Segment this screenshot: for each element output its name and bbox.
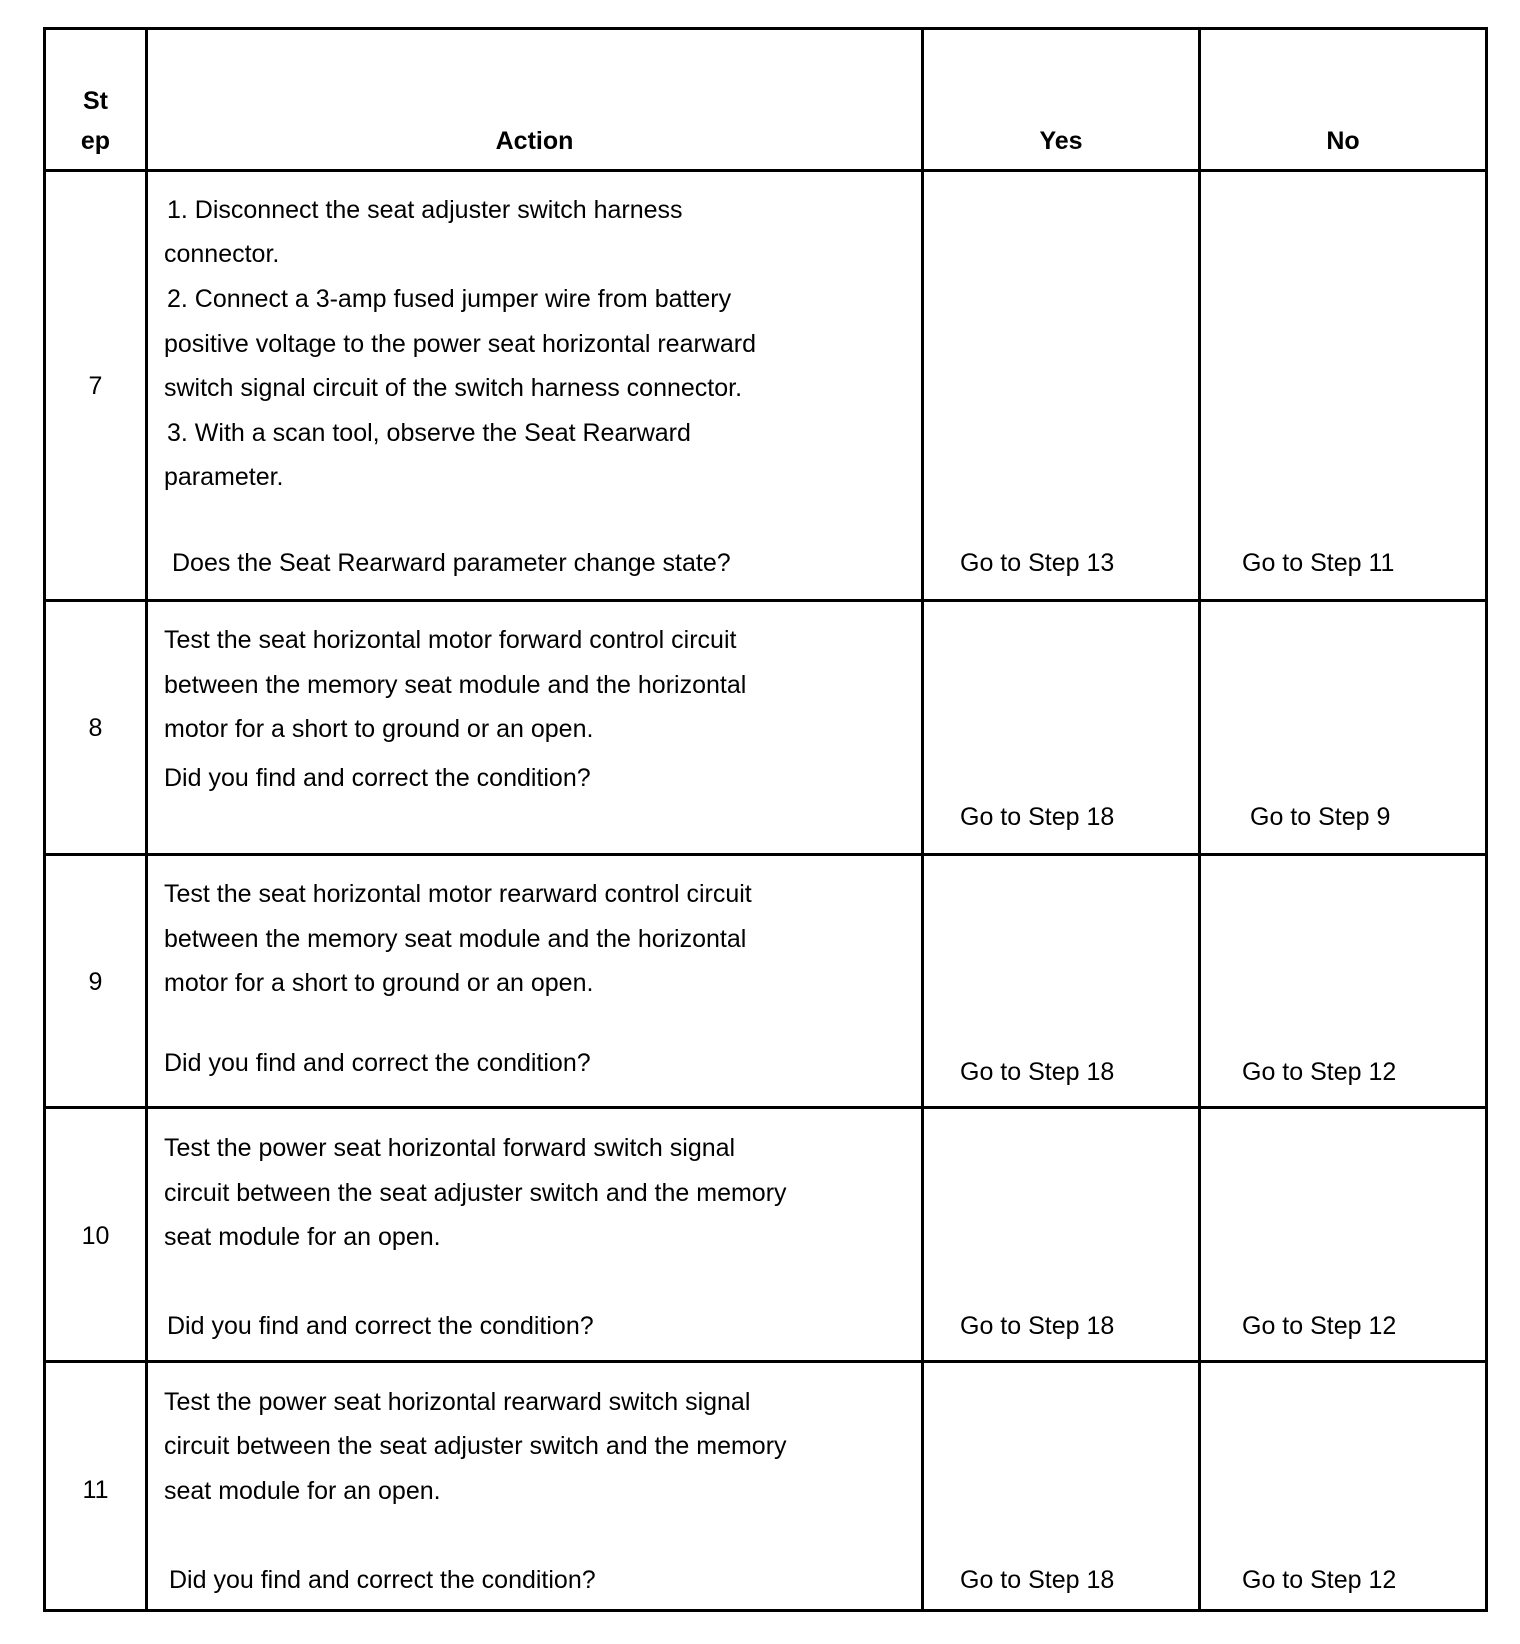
header-step-line1: St [83, 87, 108, 115]
action-line: Test the seat horizontal motor forward control circuit [164, 626, 737, 654]
action-question: Did you find and correct the condition? [164, 764, 591, 792]
column-divider [145, 27, 148, 1612]
no-result: Go to Step 12 [1242, 1058, 1397, 1086]
header-step-line2: ep [80, 127, 111, 155]
header-yes: Yes [1039, 127, 1083, 155]
step-number: 8 [88, 714, 103, 742]
action-line: parameter. [164, 463, 284, 491]
header-no: No [1326, 127, 1360, 155]
action-line: Test the power seat horizontal rearward switch signal [164, 1388, 751, 1416]
row-divider [43, 169, 1488, 172]
column-divider [921, 27, 924, 1612]
action-line: switch signal circuit of the switch harness connector. [164, 374, 743, 402]
action-line: seat module for an open. [164, 1223, 441, 1251]
action-line: Test the power seat horizontal forward switch signal [164, 1134, 736, 1162]
action-question: Does the Seat Rearward parameter change state? [172, 549, 731, 577]
action-line: 2. Connect a 3-amp fused jumper wire from battery [167, 285, 732, 313]
action-line: 1. Disconnect the seat adjuster switch harness [167, 196, 683, 224]
action-line: positive voltage to the power seat horizontal rearward [164, 330, 756, 358]
no-result: Go to Step 12 [1242, 1312, 1397, 1340]
action-question: Did you find and correct the condition? [164, 1049, 591, 1077]
yes-result: Go to Step 18 [960, 1566, 1115, 1594]
yes-result: Go to Step 18 [960, 1058, 1115, 1086]
action-line: 3. With a scan tool, observe the Seat Rearward [167, 419, 691, 447]
action-line: circuit between the seat adjuster switch and the memory [164, 1432, 787, 1460]
action-line: Test the seat horizontal motor rearward control circuit [164, 880, 752, 908]
step-number: 11 [82, 1476, 109, 1504]
action-line: motor for a short to ground or an open. [164, 969, 594, 997]
row-divider [43, 1360, 1488, 1363]
no-result: Go to Step 9 [1250, 803, 1391, 831]
yes-result: Go to Step 18 [960, 803, 1115, 831]
column-divider [1198, 27, 1201, 1612]
step-number: 9 [88, 968, 103, 996]
action-line: connector. [164, 240, 280, 268]
row-divider [43, 599, 1488, 602]
yes-result: Go to Step 18 [960, 1312, 1115, 1340]
action-question: Did you find and correct the condition? [169, 1566, 596, 1594]
action-line: circuit between the seat adjuster switch and the memory [164, 1179, 787, 1207]
yes-result: Go to Step 13 [960, 549, 1115, 577]
step-number: 7 [88, 372, 103, 400]
no-result: Go to Step 12 [1242, 1566, 1397, 1594]
action-line: motor for a short to ground or an open. [164, 715, 594, 743]
step-number: 10 [81, 1222, 110, 1250]
header-action: Action [495, 127, 574, 155]
action-line: seat module for an open. [164, 1477, 441, 1505]
no-result: Go to Step 11 [1242, 549, 1395, 577]
row-divider [43, 1106, 1488, 1109]
action-line: between the memory seat module and the horizontal [164, 925, 747, 953]
action-line: between the memory seat module and the horizontal [164, 671, 747, 699]
action-question: Did you find and correct the condition? [167, 1312, 594, 1340]
row-divider [43, 853, 1488, 856]
